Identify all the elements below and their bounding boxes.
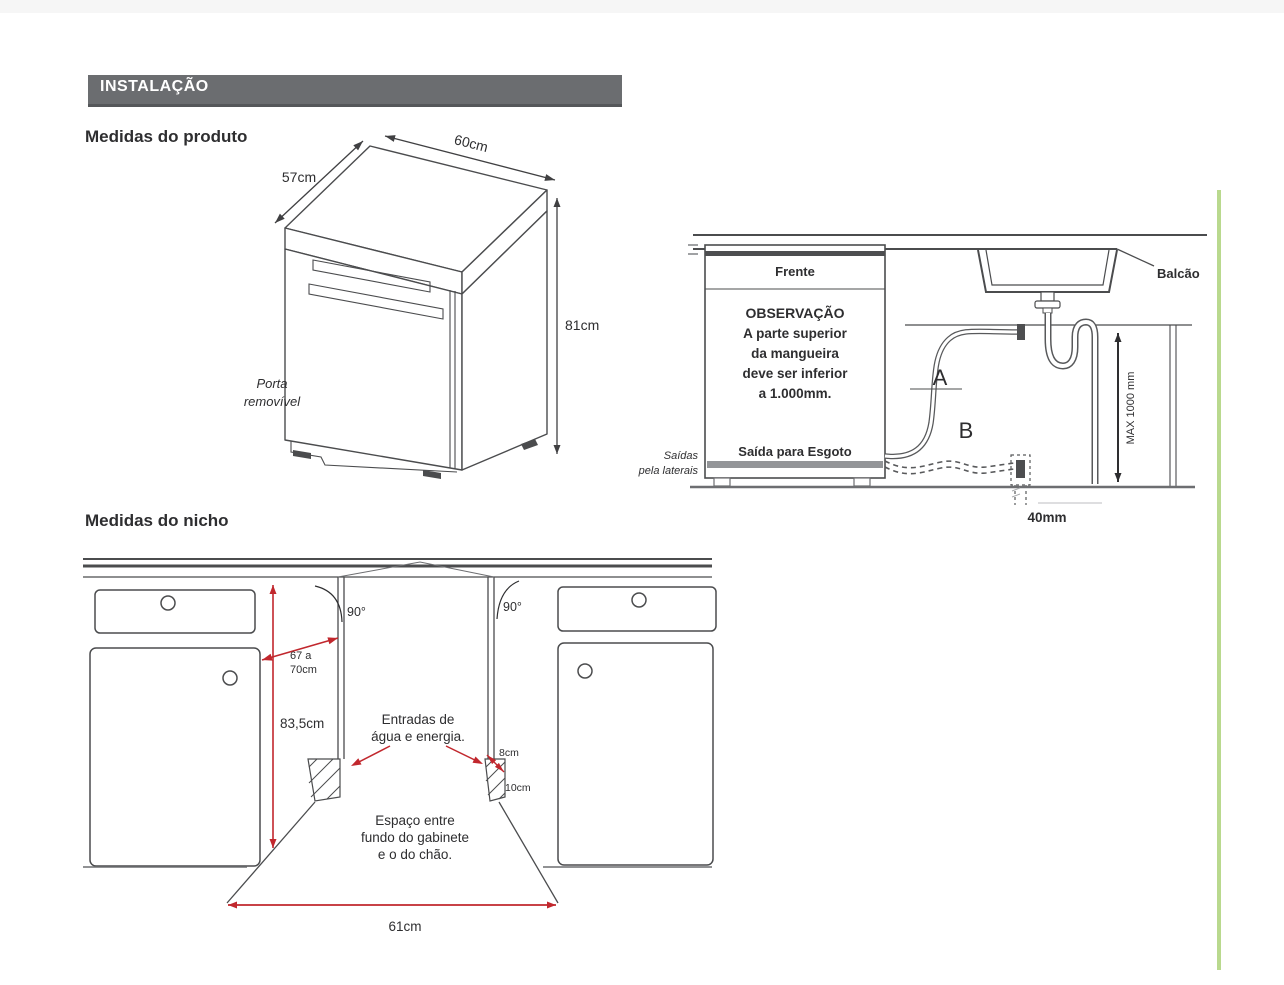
- inlets-line1: Entradas de: [381, 712, 455, 727]
- wall-gap-label: 8cm: [499, 747, 519, 759]
- standpipe-connector: [1016, 460, 1025, 478]
- page-top-strip: [0, 0, 1284, 13]
- note-title: OBSERVAÇÃO: [745, 305, 845, 321]
- front-label: Frente: [775, 264, 815, 279]
- floor-gap-line1: Espaço entre: [375, 813, 455, 828]
- niche-countertop: [83, 559, 712, 577]
- hose-a-label: A: [932, 365, 948, 390]
- inlet-arrows: [351, 746, 483, 766]
- side-exit-line2: pela laterais: [638, 465, 698, 477]
- note-line2: da mangueira: [751, 346, 839, 361]
- green-edge-line: [1217, 190, 1221, 970]
- width-dimension-label: 60cm: [452, 131, 490, 156]
- right-wall: [1170, 325, 1176, 486]
- hose-a: [885, 324, 1025, 456]
- max-height-dimension: [1115, 333, 1122, 482]
- right-cabinet: [558, 587, 716, 865]
- dishwasher-body: [285, 146, 547, 470]
- door-label-line1: Porta: [256, 376, 288, 391]
- connector-ticks: [1012, 488, 1020, 497]
- depth-dimension-label: 57cm: [281, 169, 317, 185]
- width-dimension: [228, 902, 556, 909]
- niche-diagram: [75, 545, 735, 965]
- product-diagram: [225, 118, 625, 518]
- inlets-line2: água e energia.: [371, 729, 465, 744]
- width-label: 61cm: [388, 919, 422, 934]
- floor-gap-line2: fundo do gabinete: [360, 830, 470, 845]
- note-line1: A parte superior: [743, 326, 847, 341]
- hatched-wall-blocks: [308, 759, 505, 801]
- angle-right-label: 90°: [503, 600, 522, 614]
- product-heading: Medidas do produto: [85, 127, 248, 146]
- height-dimension: [270, 585, 277, 848]
- floor-gap-line3: e o do chão.: [377, 847, 453, 862]
- section-title-bar: [88, 75, 622, 107]
- drain-diagram: [610, 225, 1210, 535]
- angle-left-label: 90°: [347, 605, 366, 619]
- note-line3: deve ser inferior: [742, 366, 848, 381]
- door-label-line2: removível: [243, 394, 301, 409]
- standpipe-label: 40mm: [1027, 510, 1067, 525]
- left-cabinet: [90, 590, 260, 866]
- depth-line1: 67 a: [290, 650, 312, 662]
- niche-heading: Medidas do nicho: [85, 511, 229, 530]
- counter-label: Balcão: [1157, 266, 1200, 281]
- note-line4: a 1.000mm.: [758, 386, 832, 401]
- height-label: 83,5cm: [280, 716, 325, 731]
- drain-trap-pipe: [1048, 313, 1095, 484]
- max-height-label: MAX 1000 mm: [1125, 371, 1137, 445]
- sink: [978, 250, 1117, 313]
- base-gap-label: 10cm: [505, 782, 531, 794]
- depth-line2: 70cm: [290, 664, 317, 676]
- hose-b: [885, 455, 1030, 505]
- height-dimension-label: 81cm: [565, 317, 600, 333]
- hose-b-label: B: [958, 418, 974, 443]
- side-exit-line1: Saídas: [663, 450, 698, 462]
- section-title: INSTALAÇÃO: [100, 78, 209, 95]
- outlet-label: Saída para Esgoto: [738, 444, 852, 459]
